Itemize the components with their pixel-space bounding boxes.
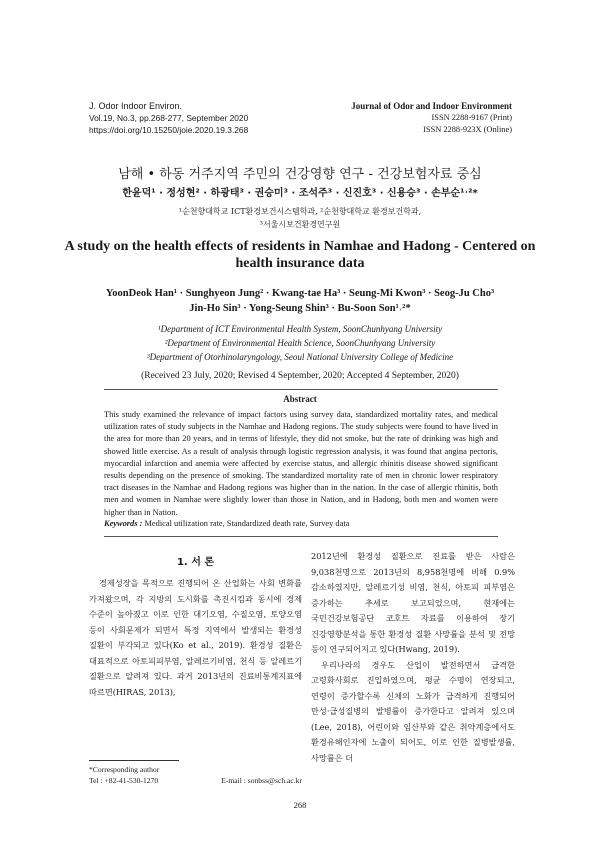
doi-link[interactable]: https://doi.org/10.15250/joie.2020.19.3.268 bbox=[89, 125, 249, 135]
korean-affiliation-line: ³서울시보건환경연구원 bbox=[259, 220, 341, 229]
corresponding-author-label: *Corresponding author bbox=[89, 765, 160, 774]
volume-line: Vol.19, No.3, pp.268-277, September 2020 bbox=[89, 113, 249, 123]
email-address[interactable]: E-mail : sonbss@sch.ac.kr bbox=[221, 776, 302, 785]
issn-online: ISSN 2288-923X (Online) bbox=[423, 125, 512, 134]
abstract-bottom-rule bbox=[104, 536, 498, 537]
contact-row bbox=[89, 775, 302, 786]
footnote bbox=[89, 764, 302, 786]
keywords-line bbox=[104, 519, 498, 528]
english-authors bbox=[60, 286, 540, 316]
journal-header-left bbox=[89, 100, 248, 136]
abstract-top-rule bbox=[104, 389, 498, 390]
english-affiliation-line: ³Department of Otorhinolaryngology, Seoul National University College of Medicine bbox=[146, 352, 454, 362]
journal-name: Journal of Odor and Indoor Environment bbox=[351, 101, 512, 111]
keywords-label: Keywords : bbox=[104, 519, 143, 528]
english-affiliations bbox=[0, 322, 600, 364]
body-paragraph: 경제성장을 목적으로 진행되어 온 산업화는 사회 변화를 가져왔으며, 각 지방의 도시화를 촉진시킴과 동시에 경제 수준이 높아졌고 이로 인한 대기오염, 수질오염, 토양오염 등이 사회문제가 되면서 특정 지역에서 발생되는 환경성 질환이 부각되고 있다(Ko et al., 2019). 환경성 질환은 대표적으로 아토피피부염, 알레르기비염, 천식 등 알레르기 질환으로 알려져 있다. 과거 2013년의 진료비통계지표에 따르면(HIRAS, 2013), bbox=[89, 578, 302, 697]
received-dates: (Received 23 July, 2020; Revised 4 September, 2020; Accepted 4 September, 2020) bbox=[141, 371, 459, 381]
footnote-rule bbox=[89, 760, 179, 761]
english-authors-line: Jin-Ho Sin³ · Yong-Seung Shin³ · Bu-Soon Son¹˒²* bbox=[189, 303, 411, 314]
abstract-body: This study examined the relevance of impact factors using survey data, standardized mortality rates, and medical utilization rates of study subjects in the Namhae and Hadong regions. The study subjects were found to have lived in the area for more than 20 years, and in terms of lifestyle, they did not smoke, but the rate of drinking was high and showed little exercise. As a result of analysis through logistic regression analysis, it was found that angina pectoris, myocardial infarction and anemia were affected by exercise status, and allergic rhinitis disease showed significant results depending on the presence of smoking. The standardized mortality rate of men in chronic lower respiratory tract diseases in the Namhae and Hadong regions was higher than in the nation. In the case of allergic rhinitis, both men and women in Namhae were slightly lower than those in Nation, and in Hadong, both men and women were higher than in Nation. bbox=[104, 410, 498, 517]
body-column-left bbox=[89, 576, 302, 700]
korean-affiliations bbox=[0, 205, 600, 231]
section-heading: 1. 서 론 bbox=[176, 557, 215, 568]
body-column-right bbox=[311, 549, 515, 766]
issn-print: ISSN 2288-9167 (Print) bbox=[431, 113, 512, 122]
english-affiliation-line: ²Department of Environmental Health Science, SoonChunhyang University bbox=[164, 338, 436, 348]
korean-authors: 한윤덕¹ · 정성현² · 하광태³ · 권승미³ · 조석주³ · 신진호³ · 신용승³ · 손부순¹˒²* bbox=[122, 188, 478, 199]
journal-header-right bbox=[351, 100, 512, 136]
body-paragraph: 2012년에 환경성 질환으로 진료를 받은 사람은 9,038천명으로 2013년의 8,958천명에 비해 0.9% 감소하였지만, 알레르기성 비염, 천식, 아토피 피부염은 증가하는 추세로 보고되었으며, 현재에는 국민건강보험공단 코호트 자료를 이용하여 장기 건강영향분석을 통한 환경성 질환 사망률을 분석 및 전망 등이 연구되어지고 있다(Hwang, 2019). bbox=[311, 551, 515, 654]
body-paragraph: 우리나라의 경우도 산업이 발전하면서 급격한 고령화사회로 진입하였으며, 평균 수명이 연장되고, 연령이 증가할수록 신체의 노화가 급격하게 진행되어 만성·급성질병의 발병률이 증가한다고 알려져 있으며(Lee, 2018), 어린이와 임산부와 같은 취약계층에서도 환경유해인자에 노출이 되어도, 이로 인한 질병발생률, 사망률은 더 bbox=[311, 659, 515, 763]
english-affiliation-line: ¹Department of ICT Environmental Health System, SoonChunhyang University bbox=[157, 324, 443, 334]
telephone: Tel : +82-41-530-1270 bbox=[89, 776, 159, 785]
korean-affiliation-line: ¹순천향대학교 ICT환경보건시스템학과, ²순천향대학교 환경보건학과, bbox=[178, 207, 422, 216]
journal-short-name: J. Odor Indoor Environ. bbox=[89, 101, 183, 111]
page-number: 268 bbox=[293, 800, 307, 810]
english-title: A study on the health effects of residents in Namhae and Hadong - Centered on health insurance data bbox=[64, 239, 536, 271]
korean-title: 남해 • 하동 거주지역 주민의 건강영향 연구 - 건강보험자료 중심 bbox=[118, 167, 482, 182]
english-authors-line: YoonDeok Han¹ · Sunghyeon Jung² · Kwang-tae Ha³ · Seung-Mi Kwon³ · Seog-Ju Cho³ bbox=[105, 288, 495, 299]
abstract-heading: Abstract bbox=[283, 394, 317, 404]
keywords-list: Medical utilization rate, Standardized death rate, Survey data bbox=[144, 519, 350, 528]
